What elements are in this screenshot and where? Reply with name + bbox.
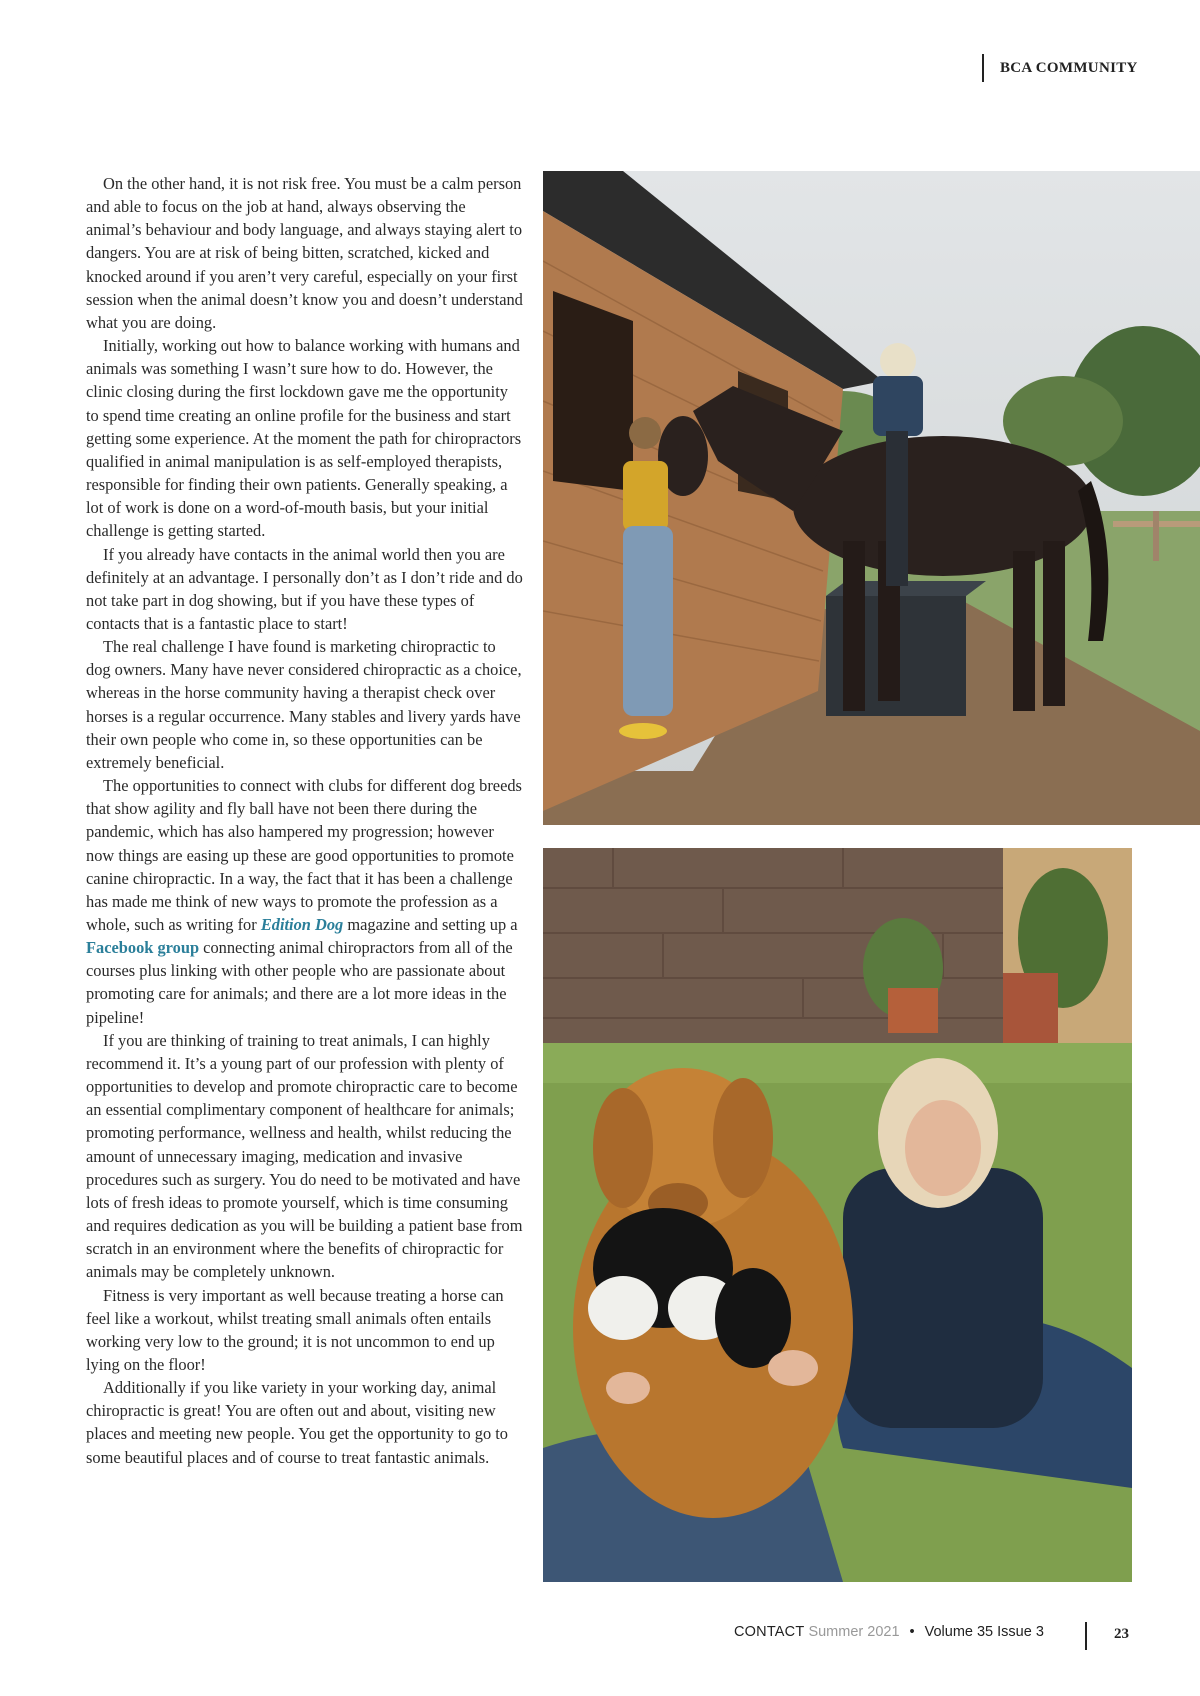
paragraph: If you already have contacts in the animal world then you are definitely at an advantage. I personally don’t as I don’t ride and do not take part in dog showing, but if you have these types of contacts that is a fantastic place to start! bbox=[86, 544, 523, 633]
article-body bbox=[86, 172, 523, 1469]
paragraph: The real challenge I have found is marketing chiropractic to dog owners. Many have never considered chiropractic as a choice, whereas in the horse community having a therapist check over horses is a regular occurrence. Many stables and livery yards have their own people who come in, so these opportunities can be extremely beneficial. bbox=[86, 637, 522, 772]
paragraph-text: The opportunities to connect with clubs for different dog breeds that show agility and fly ball have not been there during the pandemic, which has also hampered my progression; however now things are easing up these are good opportunities to promote canine chiropractic. In a way, the fact that it has been a challenge has made me think of new ways to promote the profession as a whole, such as writing for bbox=[86, 776, 522, 934]
paragraph-text: connecting animal chiropractors from all of the courses plus linking with other people who are passionate about promoting care for animals; and there are a lot more ideas in the pipeline! bbox=[86, 938, 513, 1027]
edition-dog-link[interactable]: Edition Dog bbox=[260, 915, 344, 934]
paragraph-with-links bbox=[86, 774, 523, 1029]
horse-photo bbox=[543, 171, 1200, 825]
paragraph: If you are thinking of training to treat animals, I can highly recommend it. It’s a young part of our profession with plenty of opportunities to develop and promote chiropractic care to become an essential complimentary component of healthcare for animals; promoting performance, wellness and health, whilst reducing the amount of unnecessary imaging, medication and invasive procedures such as surgery. You do need to be motivated and have lots of fresh ideas to promote yourself, which is time consuming and requires dedication as you will be building a patient base from scratch in an environment where the benefits of chiropractic for animals may be completely unknown. bbox=[86, 1030, 523, 1282]
paragraph: Initially, working out how to balance working with humans and animals was something I wasn’t sure how to do. However, the clinic closing during the first lockdown gave me the opportunity to spend time creating an online profile for the business and start getting some experience. At the moment the path for chiropractors qualified in animal manipulation is as self-employed therapists, responsible for finding their own patients. Generally speaking, a lot of work is done on a word-of-mouth basis, but your initial challenge is getting started. bbox=[86, 336, 522, 541]
issue-volume: Volume 35 Issue 3 bbox=[924, 1624, 1044, 1640]
paragraph-text: magazine and setting up a bbox=[343, 915, 518, 934]
header-divider bbox=[982, 54, 984, 82]
paragraph: Fitness is very important as well because treating a horse can feel like a workout, whilst treating small animals often entails working very low to the ground; it is not uncommon to end up lying on the floor! bbox=[86, 1285, 504, 1374]
facebook-group-link[interactable]: Facebook group bbox=[86, 938, 200, 958]
page-number: 23 bbox=[1114, 1626, 1129, 1642]
paragraph: On the other hand, it is not risk free. You must be a calm person and able to focus on the job at hand, always observing the animal’s behaviour and body language, and always staying alert to dangers. You are at risk of being bitten, scratched, kicked and knocked around if you aren’t very careful, especially on your first session when the animal doesn’t know you and doesn’t understand what you are doing. bbox=[86, 174, 523, 332]
issue-season: Summer 2021 bbox=[808, 1624, 900, 1640]
paragraph: Additionally if you like variety in your working day, animal chiropractic is great! You are often out and about, visiting new places and meeting new people. You get the opportunity to go to some beautiful places and of course to treat fantastic animals. bbox=[86, 1378, 508, 1467]
magazine-name: CONTACT bbox=[734, 1624, 805, 1640]
section-label: BCA COMMUNITY bbox=[1000, 60, 1138, 76]
footer bbox=[734, 1624, 1044, 1640]
dog-photo bbox=[543, 848, 1132, 1582]
footer-divider bbox=[1085, 1622, 1087, 1650]
footer-separator: • bbox=[909, 1624, 915, 1640]
